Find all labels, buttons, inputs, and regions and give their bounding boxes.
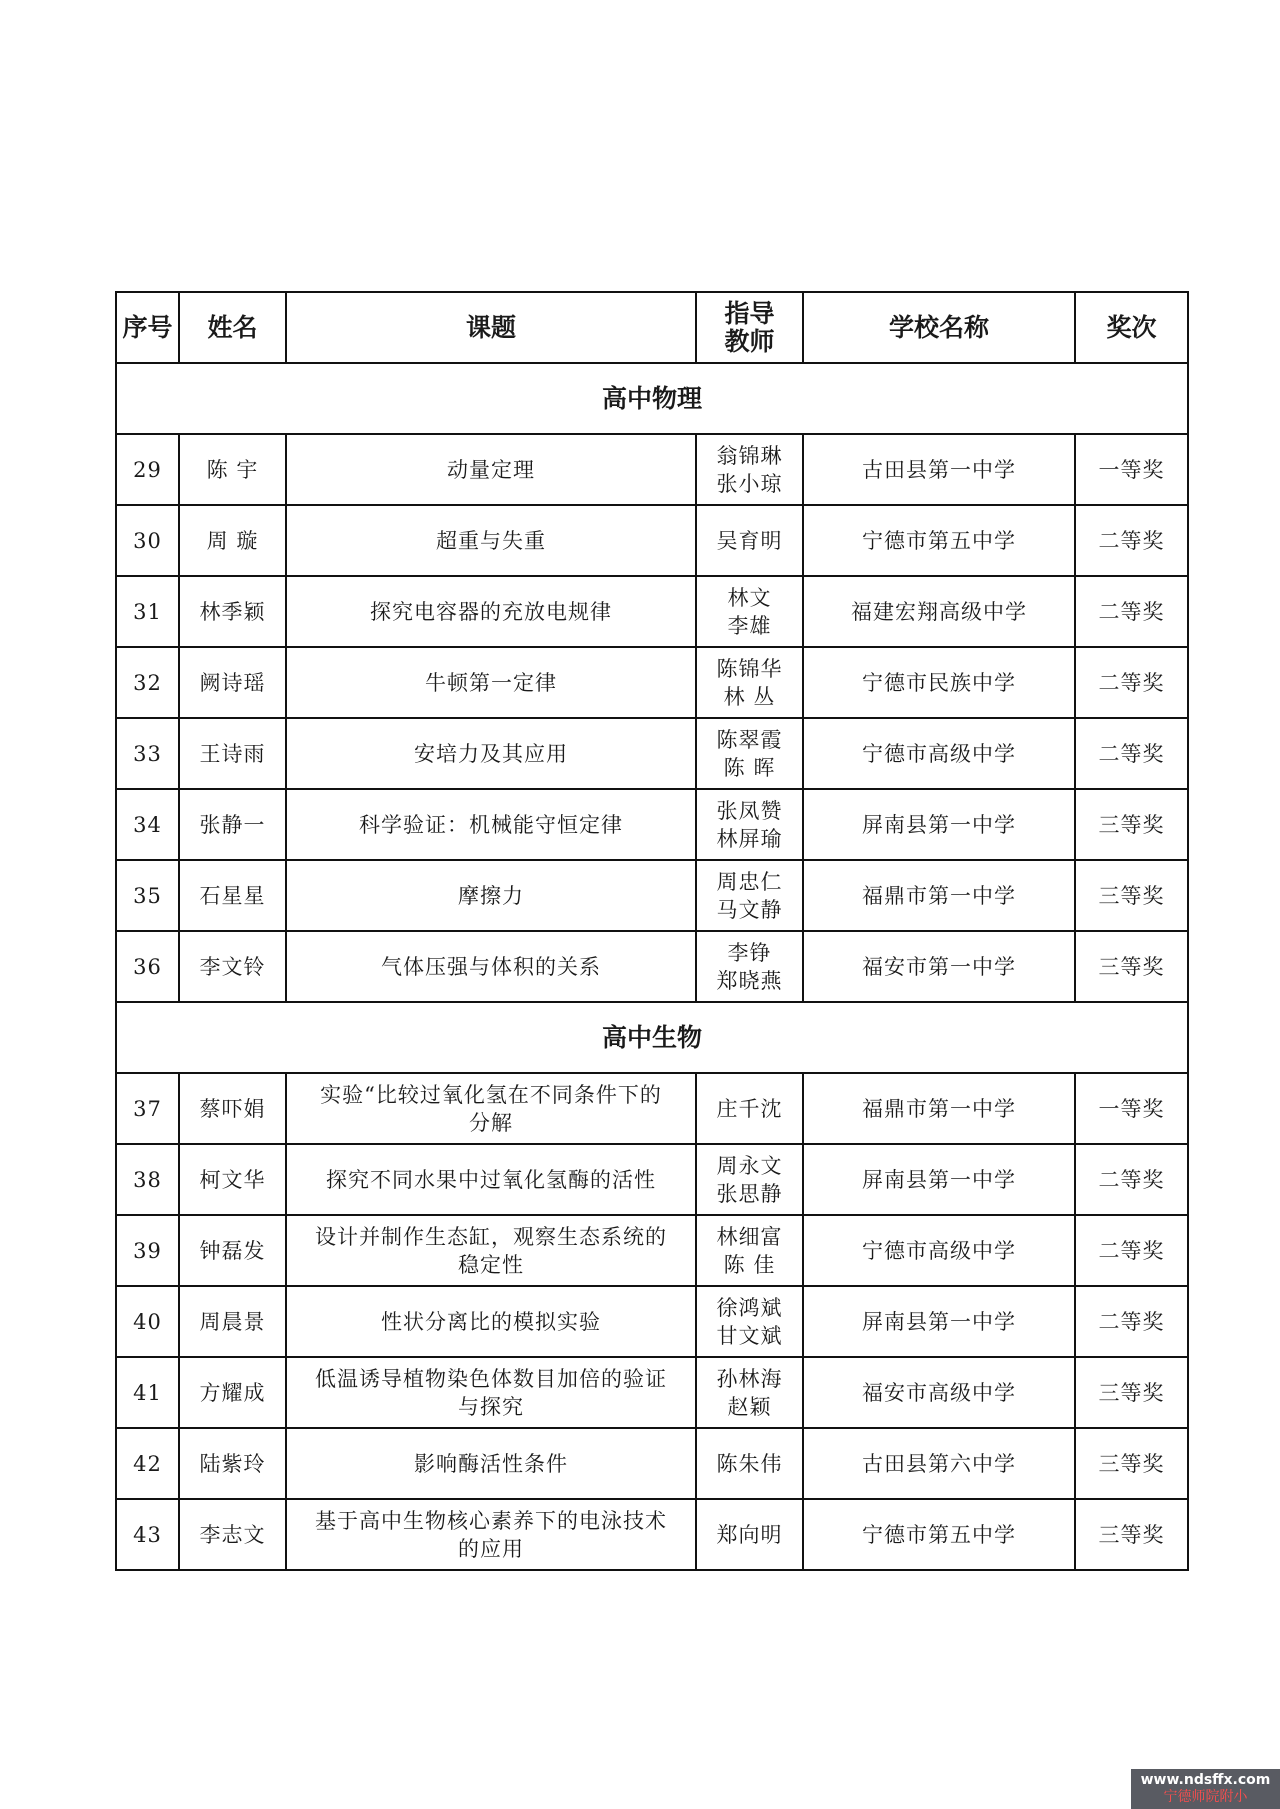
- teacher-cell-line: 李雄: [727, 613, 772, 638]
- teacher-cell-line: 陈 佳: [723, 1252, 776, 1277]
- award-cell: 二等奖: [1075, 1144, 1188, 1215]
- school-cell: 福建宏翔高级中学: [803, 576, 1075, 647]
- seq-cell: 31: [116, 576, 179, 647]
- school-cell: 屏南县第一中学: [803, 789, 1075, 860]
- name-cell: 阙诗瑶: [179, 647, 286, 718]
- table-row: [116, 1144, 1188, 1215]
- header-name: 姓名: [179, 292, 286, 363]
- award-cell: 一等奖: [1075, 1073, 1188, 1144]
- header-school: 学校名称: [803, 292, 1075, 363]
- teacher-cell-line: 林细富: [716, 1224, 783, 1249]
- teacher-cell-line: 吴育明: [716, 528, 783, 553]
- topic-cell-line: 基于高中生物核心素养下的电泳技术: [315, 1508, 667, 1533]
- school-cell: 福鼎市第一中学: [803, 860, 1075, 931]
- table-row: [116, 505, 1188, 576]
- table-body: [116, 363, 1188, 1570]
- teacher-cell: [696, 1073, 803, 1144]
- school-cell: 福鼎市第一中学: [803, 1073, 1075, 1144]
- table-row: [116, 1357, 1188, 1428]
- teacher-cell-line: 周永文: [716, 1153, 783, 1178]
- topic-cell: [286, 1499, 696, 1570]
- table-row: [116, 647, 1188, 718]
- school-cell: 福安市高级中学: [803, 1357, 1075, 1428]
- teacher-cell-line: 林 丛: [723, 684, 776, 709]
- teacher-cell-line: 林屏瑜: [716, 826, 783, 851]
- seq-cell: 32: [116, 647, 179, 718]
- topic-cell: [286, 647, 696, 718]
- school-cell: 古田县第六中学: [803, 1428, 1075, 1499]
- section-header-row: [116, 363, 1188, 434]
- name-cell: 周 璇: [179, 505, 286, 576]
- award-cell: 二等奖: [1075, 505, 1188, 576]
- school-cell: 宁德市第五中学: [803, 1499, 1075, 1570]
- seq-cell: 40: [116, 1286, 179, 1357]
- teacher-cell: [696, 434, 803, 505]
- teacher-cell-line: 郑向明: [716, 1522, 783, 1547]
- topic-cell-line: 低温诱导植物染色体数目加倍的验证: [315, 1366, 667, 1391]
- teacher-cell: [696, 647, 803, 718]
- name-cell: 柯文华: [179, 1144, 286, 1215]
- teacher-cell-line: 赵颖: [727, 1394, 772, 1419]
- teacher-cell-line: 张思静: [716, 1181, 783, 1206]
- table-row: [116, 576, 1188, 647]
- header-teacher-line: 指导: [724, 298, 775, 328]
- topic-cell-line: 科学验证：机械能守恒定律: [359, 812, 623, 837]
- topic-cell-line: 分解: [469, 1110, 513, 1135]
- topic-cell: [286, 576, 696, 647]
- topic-cell-line: 影响酶活性条件: [414, 1451, 568, 1476]
- topic-cell-line: 的应用: [458, 1536, 524, 1561]
- award-cell: 三等奖: [1075, 1428, 1188, 1499]
- topic-cell-line: 牛顿第一定律: [425, 670, 557, 695]
- topic-cell: [286, 1286, 696, 1357]
- header-seq: 序号: [116, 292, 179, 363]
- section-title: 高中物理: [116, 363, 1188, 434]
- school-cell: 宁德市高级中学: [803, 1215, 1075, 1286]
- seq-cell: 35: [116, 860, 179, 931]
- seq-cell: 43: [116, 1499, 179, 1570]
- topic-cell-line: 设计并制作生态缸，观察生态系统的: [315, 1224, 667, 1249]
- header-teacher-line: 教师: [724, 326, 775, 356]
- table-row: [116, 1073, 1188, 1144]
- award-cell: 三等奖: [1075, 1357, 1188, 1428]
- school-cell: 古田县第一中学: [803, 434, 1075, 505]
- name-cell: 钟磊发: [179, 1215, 286, 1286]
- seq-cell: 38: [116, 1144, 179, 1215]
- section-title: 高中生物: [116, 1002, 1188, 1073]
- teacher-cell: [696, 931, 803, 1002]
- topic-cell: [286, 1215, 696, 1286]
- topic-cell: [286, 931, 696, 1002]
- award-cell: 三等奖: [1075, 1499, 1188, 1570]
- teacher-cell-line: 徐鸿斌: [716, 1295, 783, 1320]
- table-row: [116, 789, 1188, 860]
- watermark-url: www.ndsffx.com: [1140, 1772, 1271, 1788]
- table-row: [116, 1286, 1188, 1357]
- topic-cell-line: 安培力及其应用: [414, 741, 568, 766]
- teacher-cell-line: 陈翠霞: [716, 727, 783, 752]
- seq-cell: 29: [116, 434, 179, 505]
- seq-cell: 42: [116, 1428, 179, 1499]
- teacher-cell: [696, 1428, 803, 1499]
- school-cell: 屏南县第一中学: [803, 1286, 1075, 1357]
- teacher-cell: [696, 1215, 803, 1286]
- award-cell: 二等奖: [1075, 1215, 1188, 1286]
- seq-cell: 30: [116, 505, 179, 576]
- watermark-name: 宁德师院附小: [1163, 1789, 1248, 1805]
- name-cell: 方耀成: [179, 1357, 286, 1428]
- award-cell: 三等奖: [1075, 931, 1188, 1002]
- seq-cell: 41: [116, 1357, 179, 1428]
- topic-cell-line: 探究不同水果中过氧化氢酶的活性: [326, 1167, 656, 1192]
- name-cell: 陈 宇: [179, 434, 286, 505]
- header-topic: 课题: [286, 292, 696, 363]
- name-cell: 林季颖: [179, 576, 286, 647]
- topic-cell-line: 探究电容器的充放电规律: [370, 599, 612, 624]
- teacher-cell: [696, 576, 803, 647]
- award-table: [115, 291, 1189, 1571]
- teacher-cell: [696, 860, 803, 931]
- table-row: [116, 1215, 1188, 1286]
- table-row: [116, 1499, 1188, 1570]
- teacher-cell-line: 张小琼: [716, 471, 783, 496]
- name-cell: 李志文: [179, 1499, 286, 1570]
- award-cell: 三等奖: [1075, 789, 1188, 860]
- topic-cell-line: 超重与失重: [436, 528, 546, 553]
- table-row: [116, 931, 1188, 1002]
- teacher-cell-line: 甘文斌: [716, 1323, 783, 1348]
- teacher-cell-line: 翁锦琳: [716, 443, 783, 468]
- teacher-cell-line: 陈锦华: [716, 656, 783, 681]
- topic-cell: [286, 1144, 696, 1215]
- teacher-cell-line: 林文: [727, 585, 772, 610]
- table-row: [116, 860, 1188, 931]
- topic-cell-line: 摩擦力: [458, 883, 524, 908]
- name-cell: 周晨景: [179, 1286, 286, 1357]
- seq-cell: 36: [116, 931, 179, 1002]
- school-cell: 宁德市高级中学: [803, 718, 1075, 789]
- topic-cell: [286, 1428, 696, 1499]
- teacher-cell: [696, 1499, 803, 1570]
- teacher-cell-line: 郑晓燕: [716, 968, 783, 993]
- topic-cell-line: 动量定理: [447, 457, 535, 482]
- school-cell: 福安市第一中学: [803, 931, 1075, 1002]
- table-row: [116, 434, 1188, 505]
- topic-cell-line: 与探究: [458, 1394, 524, 1419]
- section-header-row: [116, 1002, 1188, 1073]
- topic-cell: [286, 789, 696, 860]
- table-row: [116, 1428, 1188, 1499]
- teacher-cell-line: 陈 晖: [723, 755, 776, 780]
- topic-cell-line: 性状分离比的模拟实验: [381, 1309, 601, 1334]
- school-cell: 宁德市民族中学: [803, 647, 1075, 718]
- table-row: [116, 718, 1188, 789]
- topic-cell: [286, 1073, 696, 1144]
- award-cell: 一等奖: [1075, 434, 1188, 505]
- seq-cell: 34: [116, 789, 179, 860]
- teacher-cell-line: 李铮: [727, 940, 772, 965]
- seq-cell: 33: [116, 718, 179, 789]
- teacher-cell-line: 周忠仁: [716, 869, 783, 894]
- name-cell: 蔡吓娟: [179, 1073, 286, 1144]
- teacher-cell-line: 孙林海: [716, 1366, 783, 1391]
- topic-cell: [286, 434, 696, 505]
- teacher-cell: [696, 718, 803, 789]
- teacher-cell: [696, 1286, 803, 1357]
- teacher-cell-line: 马文静: [716, 897, 783, 922]
- teacher-cell: [696, 1144, 803, 1215]
- award-cell: 三等奖: [1075, 860, 1188, 931]
- topic-cell: [286, 718, 696, 789]
- topic-cell-line: 稳定性: [458, 1252, 524, 1277]
- name-cell: 石星星: [179, 860, 286, 931]
- site-watermark: [1131, 1769, 1280, 1809]
- teacher-cell: [696, 789, 803, 860]
- name-cell: 陆紫玲: [179, 1428, 286, 1499]
- topic-cell: [286, 1357, 696, 1428]
- topic-cell-line: 气体压强与体积的关系: [381, 954, 601, 979]
- seq-cell: 39: [116, 1215, 179, 1286]
- award-cell: 二等奖: [1075, 576, 1188, 647]
- teacher-cell-line: 庄千沈: [716, 1096, 783, 1121]
- teacher-cell: [696, 505, 803, 576]
- teacher-cell: [696, 1357, 803, 1428]
- name-cell: 张静一: [179, 789, 286, 860]
- topic-cell: [286, 505, 696, 576]
- topic-cell-line: 实验“比较过氧化氢在不同条件下的: [320, 1082, 662, 1107]
- header-award: 奖次: [1075, 292, 1188, 363]
- topic-cell: [286, 860, 696, 931]
- school-cell: 屏南县第一中学: [803, 1144, 1075, 1215]
- teacher-cell-line: 张凤赞: [716, 798, 783, 823]
- seq-cell: 37: [116, 1073, 179, 1144]
- name-cell: 王诗雨: [179, 718, 286, 789]
- school-cell: 宁德市第五中学: [803, 505, 1075, 576]
- award-cell: 二等奖: [1075, 1286, 1188, 1357]
- teacher-cell-line: 陈朱伟: [716, 1451, 783, 1476]
- name-cell: 李文铃: [179, 931, 286, 1002]
- award-cell: 二等奖: [1075, 647, 1188, 718]
- header-teacher: [696, 292, 803, 363]
- header-row: [116, 292, 1188, 363]
- award-cell: 二等奖: [1075, 718, 1188, 789]
